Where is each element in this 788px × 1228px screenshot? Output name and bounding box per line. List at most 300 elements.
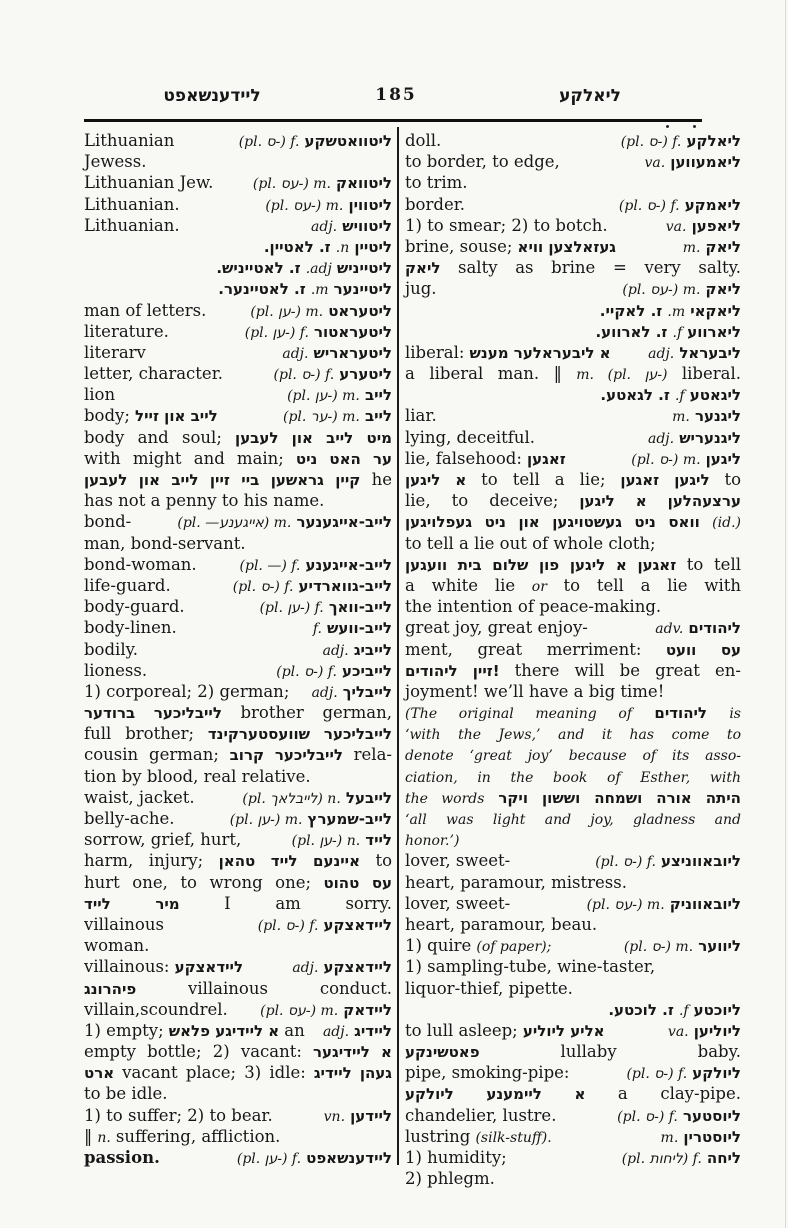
dictionary-line <box>405 596 741 617</box>
english-gloss: 1) corporeal; 2) german; <box>84 681 290 701</box>
english-gloss: Lithuanian. <box>84 194 180 214</box>
english-gloss: great joy, great enjoy- <box>405 618 588 638</box>
grammar-label: (pl. ‏-ס) m. <box>631 451 701 468</box>
yiddish-text: ליאמקע <box>684 195 741 214</box>
dictionary-line <box>405 448 741 469</box>
english-gloss: doll. <box>405 131 442 150</box>
yiddish-text: זאגען א ליגען פון שלום בית וועגען <box>405 555 677 574</box>
entry-headword-group <box>260 999 392 1022</box>
yiddish-text: ליאק <box>705 237 741 256</box>
entry-gloss <box>84 596 185 617</box>
yiddish-text: לייב-וועש <box>327 619 392 638</box>
entry-gloss <box>405 215 608 236</box>
grammar-label: (pl. ‏-ס) f. <box>257 917 319 934</box>
entry-gloss <box>84 787 195 808</box>
yiddish-text: ז. לוכטע. <box>608 1000 674 1019</box>
english-gloss: body-linen. <box>84 618 177 638</box>
entry-headword-group <box>253 172 392 195</box>
english-gloss: rela- <box>353 745 392 765</box>
yiddish-text: אליע ליוליע <box>522 1021 605 1040</box>
entry-gloss <box>405 850 510 871</box>
yiddish-text: א ליגען <box>405 471 467 489</box>
entry-headword-group <box>587 893 741 916</box>
dictionary-line <box>405 1168 741 1189</box>
grammar-label: (pl. ‏-ס) f. <box>276 663 337 680</box>
yiddish-text: ז. לארווע. <box>595 322 668 341</box>
grammar-label: va. <box>665 218 687 235</box>
entry-headword-group <box>258 914 392 937</box>
grammar-label: adj. <box>305 261 332 278</box>
yiddish-text: מיט לייב און לעבען <box>235 428 392 447</box>
yiddish-text: עס טהוט <box>323 873 392 892</box>
scan-edge-artifact <box>785 0 786 1228</box>
grammar-label: (of paper); <box>476 939 552 956</box>
english-gloss: letter, character. <box>84 364 224 384</box>
dictionary-line <box>84 596 392 617</box>
english-gloss: villainous: <box>84 957 170 977</box>
grammar-label: (pl. ‏-ס) f. <box>273 367 335 384</box>
yiddish-text: א ליידיגע פלאש <box>168 1021 280 1040</box>
english-gloss: to lull asleep; <box>405 1020 518 1040</box>
dictionary-line <box>405 469 741 490</box>
dictionary-line <box>84 533 392 554</box>
english-gloss: lie, to deceive; <box>405 491 559 511</box>
entry-gloss <box>84 575 171 596</box>
yiddish-text: ליווער <box>698 937 741 956</box>
english-gloss: to <box>724 470 742 489</box>
yiddish-text: ליארווע <box>687 322 741 341</box>
dictionary-line <box>84 511 392 532</box>
entry-headword-group <box>648 342 741 365</box>
yiddish-text: מיר לייד <box>84 894 180 913</box>
grammar-label: (pl. ‏-ען) n. <box>291 833 361 850</box>
entry-headword-group <box>265 194 392 217</box>
yiddish-text: ערצעהלען א ליגען <box>579 492 741 511</box>
grammar-label: f. <box>678 1002 689 1019</box>
english-gloss: life-guard. <box>84 575 171 595</box>
english-gloss: a liberal man. ‖ <box>405 364 562 384</box>
grammar-label: vn. <box>323 1108 346 1125</box>
dictionary-line <box>84 575 392 596</box>
entry-gloss <box>84 1020 305 1042</box>
english-gloss: to <box>375 851 393 871</box>
entry-headword-group <box>661 1126 741 1149</box>
yiddish-text: ליטעראטור <box>314 322 392 341</box>
yiddish-text: לייבליכער קרוב <box>229 746 343 765</box>
english-gloss: sorrow, grief, hurt, <box>84 830 242 850</box>
grammar-label: adj. <box>311 218 338 235</box>
yiddish-text: א ליבעראלער מענש <box>469 343 611 362</box>
entry-headword-group <box>672 405 741 428</box>
english-gloss: body-guard. <box>84 597 185 617</box>
entry-gloss <box>84 829 241 850</box>
grammar-label: adj. <box>322 642 349 659</box>
entry-gloss <box>405 893 510 914</box>
yiddish-text: לייבליך <box>342 682 392 701</box>
grammar-label: is <box>729 706 741 723</box>
dictionary-line <box>405 617 741 638</box>
grammar-label: (pl. ‏-ער) m. <box>282 409 360 426</box>
dictionary-line <box>84 490 392 511</box>
entry-gloss <box>405 427 535 448</box>
yiddish-text: ליגען זאגען <box>620 471 710 489</box>
english-gloss: to tell a lie out of whole cloth; <box>405 533 656 553</box>
entry-headword-group <box>323 639 392 662</box>
entry-headword-group <box>624 935 741 958</box>
dictionary-line <box>84 405 392 426</box>
english-gloss: body and soul; <box>84 427 222 447</box>
english-gloss: Jewess. <box>84 152 147 172</box>
english-gloss: lying, deceitful. <box>405 427 536 447</box>
yiddish-text: פיהרונג <box>84 979 137 998</box>
grammar-label: m. <box>682 239 701 256</box>
entry-headword-group <box>274 363 392 386</box>
dictionary-line <box>405 172 741 193</box>
grammar-label: f. <box>672 324 683 341</box>
grammar-label: adj. <box>282 345 309 362</box>
dictionary-line <box>405 978 741 999</box>
grammar-label: (pl. ‏-ען) m. <box>229 812 303 828</box>
yiddish-text: ליידענשאפט <box>306 1149 392 1167</box>
entry-headword-group <box>595 850 741 873</box>
entry-gloss <box>405 278 437 299</box>
entry-gloss <box>405 1126 552 1149</box>
yiddish-text: ליהודים <box>688 619 741 638</box>
header-rule <box>84 119 702 122</box>
dictionary-line <box>405 342 741 363</box>
english-gloss: 2) phlegm. <box>405 1169 495 1189</box>
entry-gloss <box>405 342 611 364</box>
dictionary-line <box>405 321 741 342</box>
entry-gloss <box>405 935 551 958</box>
grammar-label: (pl. ‏-ס) f. <box>232 578 294 595</box>
dictionary-line <box>84 872 392 893</box>
yiddish-text: ז. לגאטע. <box>600 386 670 405</box>
english-gloss: bodily. <box>84 639 138 659</box>
yiddish-text: ליובאווניצע <box>660 852 741 871</box>
dictionary-line <box>84 978 392 999</box>
yiddish-text: ליוסטער <box>682 1106 741 1125</box>
entry-gloss <box>84 130 174 151</box>
yiddish-text: ליטוואק <box>336 174 392 193</box>
entry-gloss <box>84 363 223 384</box>
entry-gloss <box>84 999 228 1020</box>
entry-headword-group <box>313 617 392 640</box>
yiddish-text: לייב <box>364 386 392 405</box>
dictionary-line <box>84 130 392 151</box>
yiddish-text: לייב-אייגענער <box>296 513 392 532</box>
english-gloss: to border, to edge, <box>405 152 560 172</box>
english-gloss: bond- <box>84 512 132 532</box>
yiddish-text: לייב <box>364 407 392 426</box>
entry-gloss <box>84 384 115 405</box>
dictionary-line <box>405 850 741 871</box>
dictionary-line <box>84 744 392 765</box>
yiddish-text: ליידאצקע <box>174 958 244 977</box>
yiddish-text: לייב-גווארדיע <box>298 576 392 595</box>
entry-gloss <box>84 1105 273 1126</box>
english-gloss: vacant place; 3) idle: <box>122 1063 306 1083</box>
grammar-label: m. <box>310 282 329 299</box>
entry-headword-group <box>655 617 741 640</box>
entry-headword-group <box>282 342 392 365</box>
english-gloss: waist, jacket. <box>84 787 195 807</box>
grammar-label: (pl. ליחות) f. <box>621 1151 702 1167</box>
yiddish-text: פאטשינקע <box>405 1043 480 1062</box>
dictionary-line <box>84 469 392 490</box>
grammar-label: (pl. ‏-ס) f. <box>595 854 656 871</box>
dictionary-line <box>405 893 741 914</box>
english-gloss: to trim. <box>405 173 468 193</box>
yiddish-text: וואס ניט געשטויגען און ניט געפלויגען <box>405 513 700 532</box>
dictionary-line <box>405 660 741 681</box>
yiddish-text: ליהודים <box>654 704 707 723</box>
yiddish-text: ליידיג <box>354 1021 392 1040</box>
yiddish-text: ליטעראט <box>328 301 392 320</box>
dictionary-line <box>84 639 392 660</box>
yiddish-text: ליבעראל <box>679 343 741 362</box>
grammar-label: m. <box>660 1129 679 1146</box>
dictionary-line <box>84 384 392 405</box>
english-gloss: liberal. <box>681 364 742 384</box>
dictionary-line <box>84 617 392 638</box>
english-gloss: to tell <box>686 554 741 574</box>
entry-gloss <box>405 1062 569 1083</box>
dictionary-line <box>84 1041 392 1062</box>
yiddish-text: זיין ליהודים! <box>405 661 500 680</box>
dictionary-line <box>84 1062 392 1083</box>
yiddish-text: ליאק <box>705 280 741 299</box>
entry-gloss <box>405 130 441 151</box>
english-gloss: villainous <box>84 914 164 934</box>
grammar-label: honor.’) <box>405 833 460 850</box>
entry-gloss <box>84 914 164 935</box>
english-gloss: empty bottle; 2) vacant: <box>84 1042 302 1062</box>
english-gloss: harm, injury; <box>84 851 204 871</box>
yiddish-text: לייב און זייל <box>135 407 218 426</box>
entry-headword-group <box>240 554 392 577</box>
yiddish-text: ליידאצקע <box>323 915 392 934</box>
entry-gloss <box>84 681 289 702</box>
dictionary-line <box>405 787 741 808</box>
english-gloss: to tell a lie; <box>481 470 606 489</box>
dictionary-line <box>405 575 741 596</box>
dictionary-line <box>405 427 741 448</box>
yiddish-text: א ליימענע ליולקע <box>405 1085 586 1104</box>
english-gloss: lullaby baby. <box>560 1042 741 1062</box>
dictionary-line <box>405 554 741 575</box>
grammar-label: (pl. —) f. <box>239 557 301 574</box>
entry-gloss <box>84 172 213 193</box>
yiddish-text: ליאק <box>405 259 441 278</box>
dictionary-line <box>405 236 741 257</box>
dictionary-line <box>405 511 741 532</box>
yiddish-text: ז. לאקיי. <box>599 301 663 320</box>
yiddish-text: ליולקע <box>692 1064 741 1083</box>
entry-headword-group <box>312 681 392 704</box>
dictionary-line <box>405 1041 741 1062</box>
english-gloss: lover, sweet- <box>405 893 511 913</box>
entry-gloss <box>405 151 560 172</box>
english-gloss: 1) to smear; 2) to botch. <box>405 215 608 235</box>
grammar-label: (pl. ‏-ען) f. <box>259 600 324 617</box>
entry-headword-group <box>233 575 392 598</box>
dictionary-line <box>84 1020 392 1041</box>
dictionary-line <box>84 723 392 744</box>
entry-gloss <box>84 956 243 978</box>
dictionary-line <box>405 490 741 511</box>
english-gloss: man of letters. <box>84 300 207 320</box>
entry-gloss <box>84 660 147 681</box>
entry-gloss <box>84 639 138 660</box>
entry-gloss <box>84 808 175 829</box>
english-gloss: Lithuanian Jew. <box>84 173 214 193</box>
grammar-label: (pl. ‏-עס) m. <box>622 282 701 299</box>
yiddish-text: ליוסטרין <box>683 1127 741 1146</box>
grammar-label: (pl. לייבלאך) n. <box>242 790 341 807</box>
dictionary-line <box>84 829 392 850</box>
grammar-label: (pl. ‏-ען) f. <box>244 324 309 341</box>
yiddish-text: ליאפען <box>691 216 741 235</box>
english-gloss: a clay-pipe. <box>617 1084 741 1104</box>
grammar-label: n. <box>335 239 350 256</box>
dictionary-line <box>84 236 392 257</box>
entry-headword-group <box>648 427 741 450</box>
yiddish-text: ליטערע <box>339 365 392 384</box>
entry-headword-group <box>250 300 392 323</box>
grammar-label: (silk-stuff). <box>475 1129 552 1146</box>
entry-headword-group <box>237 1147 392 1170</box>
english-gloss: jug. <box>405 279 437 299</box>
grammar-label: (pl. ‏-ס) f. <box>617 1108 678 1125</box>
english-gloss: hurt one, to wrong one; <box>84 872 312 892</box>
dictionary-line <box>84 342 392 363</box>
running-head-left: ליידענשאפט <box>163 86 261 106</box>
english-gloss: liquor-thief, pipette. <box>405 978 573 998</box>
grammar-label: adj. <box>311 684 338 701</box>
yiddish-text: ליובאווניק <box>669 894 741 913</box>
dictionary-line <box>405 1147 741 1168</box>
dictionary-line <box>84 194 392 215</box>
yiddish-text: לייד <box>365 831 392 850</box>
english-gloss: brine, souse; <box>405 236 513 256</box>
dictionary-line <box>405 363 741 384</box>
dictionary-line <box>84 1126 392 1147</box>
grammar-label: ciation, in the book of Esther, with <box>405 769 741 786</box>
grammar-label: (The original meaning of <box>405 706 633 723</box>
grammar-label: adv. <box>655 621 684 638</box>
english-gloss: lover, sweet- <box>405 851 511 871</box>
grammar-label: adj. <box>648 345 675 362</box>
grammar-label: (pl. ‏-ס) f. <box>626 1066 688 1083</box>
dictionary-line <box>84 893 392 914</box>
dictionary-line <box>84 300 392 321</box>
dictionary-line <box>84 448 392 469</box>
yiddish-text: ז. לאטיין. <box>263 237 331 256</box>
entry-gloss <box>84 321 169 342</box>
page-number: 185 <box>375 85 417 105</box>
english-gloss: border. <box>405 194 466 214</box>
grammar-label: m. <box>672 409 690 426</box>
english-gloss: man, bond-servant. <box>84 533 246 553</box>
english-gloss: 1) humidity; <box>405 1148 507 1167</box>
yiddish-text: ליגאטע <box>689 386 741 405</box>
english-gloss: I am sorry. <box>224 893 393 913</box>
yiddish-text: זאגען <box>526 449 566 468</box>
english-gloss: full brother; <box>84 724 195 744</box>
yiddish-text: היתה אורה ושמחה וששון ויקר <box>498 788 741 807</box>
dictionary-line <box>84 935 392 956</box>
dictionary-line <box>405 935 741 956</box>
english-gloss: body; <box>84 406 130 426</box>
dictionary-line <box>405 872 741 893</box>
grammar-label: (pl. ‏-ס) m. <box>623 939 694 956</box>
grammar-label: (pl. ‏-ען) m. <box>250 303 324 320</box>
dictionary-line <box>405 151 741 172</box>
english-gloss: joyment! we’ll have a big time! <box>405 681 665 701</box>
english-gloss: lie, falsehood: <box>405 448 522 468</box>
entry-headword-group <box>177 511 392 534</box>
english-gloss: lustring <box>405 1126 471 1146</box>
ink-speck <box>693 125 696 128</box>
english-gloss: salty as brine = very salty. <box>457 258 741 278</box>
dictionary-line <box>84 787 392 808</box>
dictionary-line <box>84 681 392 702</box>
english-gloss: has not a penny to his name. <box>84 491 325 511</box>
entry-headword-group <box>283 405 392 428</box>
dictionary-line <box>84 1147 392 1168</box>
dictionary-line <box>405 1126 741 1147</box>
entry-headword-group <box>622 1147 741 1170</box>
right-column <box>405 130 741 1189</box>
dictionary-line <box>84 850 392 871</box>
dictionary-line <box>405 639 741 660</box>
english-gloss: to be idle. <box>84 1084 168 1104</box>
yiddish-text: לייב-וואך <box>328 598 392 617</box>
yiddish-text: ליידאצקע <box>323 958 392 977</box>
yiddish-text: לייביכע <box>342 661 392 680</box>
entry-headword-group <box>631 448 741 471</box>
grammar-label: (pl. ‏-ען) m. <box>287 388 360 405</box>
dictionary-line <box>405 215 741 236</box>
entry-gloss <box>405 1147 507 1168</box>
entry-headword-group <box>666 215 741 238</box>
yiddish-text: ליאקאי <box>690 301 741 320</box>
dictionary-line <box>405 130 741 151</box>
grammar-label: (pl. ‏-ס) f. <box>620 134 682 150</box>
entry-headword-group <box>619 194 741 217</box>
yiddish-text: געזאלצען וויא <box>517 237 617 256</box>
english-gloss: lion <box>84 385 116 405</box>
dictionary-line <box>405 1020 741 1041</box>
entry-headword-group <box>287 384 392 407</box>
english-gloss: Lithuanian <box>84 131 175 150</box>
yiddish-text: איינעם לייד טהאן <box>218 852 361 871</box>
entry-gloss <box>84 511 131 532</box>
yiddish-text: לייב-שמערץ <box>307 810 392 828</box>
entry-headword-group <box>311 215 392 238</box>
grammar-label: (pl. ‏-עס) m. <box>252 176 331 193</box>
dictionary-line <box>405 1105 741 1126</box>
dictionary-line <box>84 554 392 575</box>
dictionary-line <box>84 956 392 977</box>
entry-gloss <box>405 1105 556 1126</box>
english-gloss: bond-woman. <box>84 554 197 574</box>
dictionary-line <box>405 1083 741 1104</box>
dictionary-line <box>84 278 392 299</box>
dictionary-line <box>84 914 392 935</box>
entry-gloss <box>405 405 437 426</box>
